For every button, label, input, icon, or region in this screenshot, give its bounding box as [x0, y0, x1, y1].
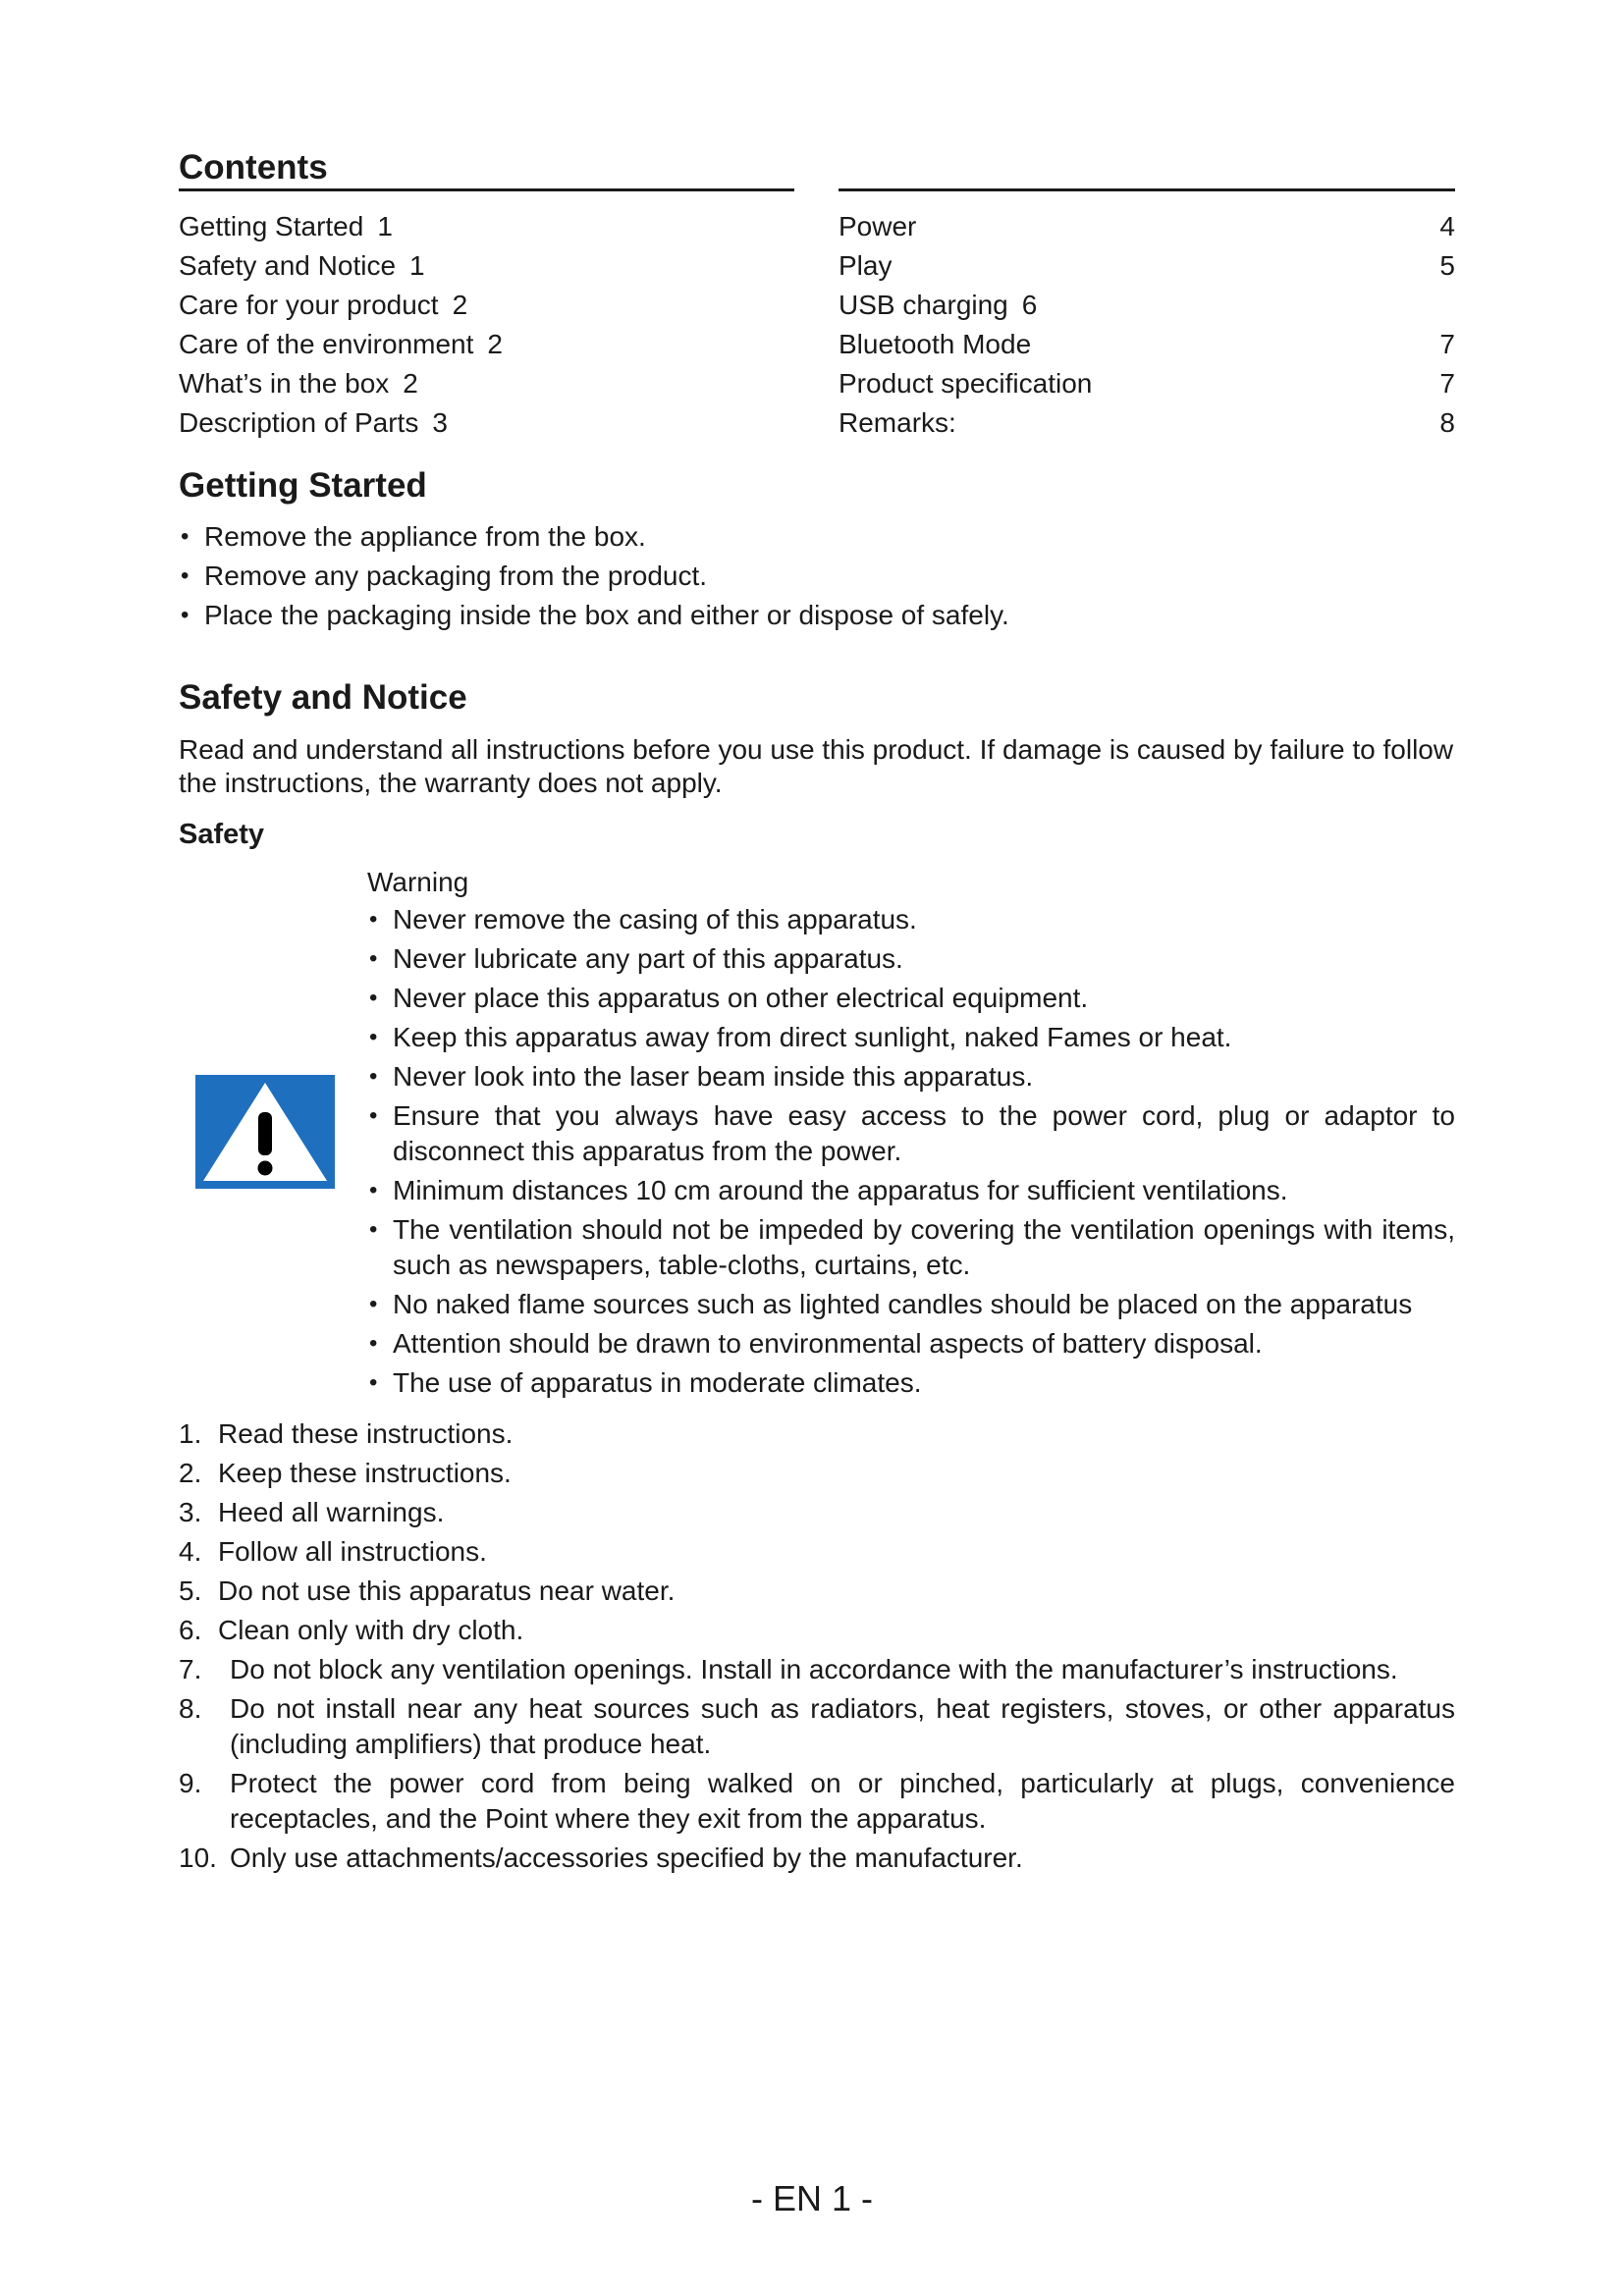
list-item: • Never lubricate any part of this apparatus. — [367, 941, 1455, 977]
list-item-number: 3. — [179, 1497, 202, 1527]
list-item: • Never place this apparatus on other electrical equipment. — [367, 981, 1455, 1016]
contents-title: Contents — [179, 148, 328, 187]
list-item-number: 2. — [179, 1458, 202, 1488]
toc-entry-label: Care of the environment — [179, 329, 474, 359]
toc-entry-page: 5 — [1439, 250, 1455, 281]
warning-triangle-graphic — [195, 1075, 335, 1189]
toc-entry-label: Description of Parts — [179, 407, 419, 438]
list-item-text: Do not install near any heat sources such as radiators, heat registers, stoves, or other apparatus (including amplifiers) that produce heat. — [230, 1693, 1455, 1759]
warning-triangle-icon — [195, 1075, 335, 1189]
list-item — [179, 1456, 1455, 1491]
safety-notice-heading: Safety and Notice — [179, 678, 467, 717]
toc-entry-page: 7 — [1439, 368, 1455, 399]
list-item — [179, 1534, 1455, 1570]
contents-header — [179, 147, 1455, 194]
list-item: • Keep this apparatus away from direct sunlight, naked Fames or heat. — [367, 1020, 1455, 1055]
list-item-text: Read these instructions. — [218, 1418, 514, 1449]
list-item — [179, 1691, 1455, 1762]
toc-entry-page: 2 — [403, 368, 418, 399]
list-item — [179, 1652, 1455, 1687]
list-item — [179, 1613, 1455, 1648]
contents-column-right — [839, 207, 1455, 443]
list-item-number: 5. — [179, 1575, 202, 1606]
toc-entry — [179, 286, 794, 325]
toc-entry-label: What’s in the box — [179, 368, 390, 399]
list-item: • Place the packaging inside the box and either or dispose of safely. — [179, 596, 1455, 635]
toc-entry-page: 3 — [432, 407, 448, 438]
toc-entry — [179, 207, 794, 246]
toc-entry-label: Play — [839, 250, 893, 281]
list-item — [179, 1766, 1455, 1837]
toc-entry — [839, 207, 1455, 246]
list-item — [179, 1574, 1455, 1609]
list-item: • Never remove the casing of this apparatus. — [367, 902, 1455, 937]
toc-entry-page: 1 — [409, 250, 425, 281]
safety-subheading: Safety — [179, 819, 265, 850]
list-item-text: Follow all instructions. — [218, 1536, 487, 1567]
contents-table — [179, 207, 1455, 454]
warning-list — [367, 902, 1455, 1401]
list-item-text: Only use attachments/accessories specified by the manufacturer. — [230, 1842, 1023, 1873]
list-item-number: 9. — [179, 1768, 202, 1798]
contents-rule-right — [839, 188, 1455, 191]
toc-entry-page: 7 — [1439, 329, 1455, 359]
toc-entry-label: Power — [839, 211, 917, 241]
list-item-text: Heed all warnings. — [218, 1497, 445, 1527]
toc-entry-page: 4 — [1439, 211, 1455, 241]
toc-entry — [179, 325, 794, 364]
toc-entry — [839, 246, 1455, 286]
getting-started-heading: Getting Started — [179, 466, 427, 505]
getting-started-list — [179, 517, 1455, 635]
warning-block — [179, 863, 1455, 1401]
contents-rule-left — [179, 188, 794, 191]
safety-intro-paragraph: Read and understand all instructions before you use this product. If damage is caused by failure to follow the instructions, the warranty does not apply. — [179, 734, 1454, 798]
list-item-number: 8. — [179, 1693, 202, 1724]
toc-entry-label: Safety and Notice — [179, 250, 397, 281]
warning-label: Warning — [367, 867, 469, 897]
toc-entry-label: Product specification — [839, 368, 1093, 399]
toc-entry — [179, 403, 794, 443]
list-item-number: 6. — [179, 1615, 202, 1645]
list-item: • Remove any packaging from the product. — [179, 557, 1455, 596]
toc-entry-label: USB charging — [839, 290, 1008, 320]
list-item-number: 1. — [179, 1418, 202, 1449]
toc-entry-page: 1 — [377, 211, 393, 241]
list-item-text: Do not block any ventilation openings. Install in accordance with the manufacturer’s instructions. — [230, 1654, 1398, 1684]
list-item: • Never look into the laser beam inside this apparatus. — [367, 1059, 1455, 1095]
document-page — [179, 147, 1455, 1880]
toc-entry-page: 2 — [487, 329, 503, 359]
list-item-number: 10. — [179, 1842, 217, 1873]
toc-entry — [839, 325, 1455, 364]
list-item-number: 4. — [179, 1536, 202, 1567]
list-item: • The use of apparatus in moderate climates. — [367, 1365, 1455, 1401]
toc-entry-page: 8 — [1439, 407, 1455, 438]
list-item: • The ventilation should not be impeded by covering the ventilation openings with items, such as newspapers, table-cloths, curtains, etc. — [367, 1212, 1455, 1283]
list-item — [179, 1841, 1455, 1876]
list-item-number: 7. — [179, 1654, 202, 1684]
toc-entry-label: Care for your product — [179, 290, 439, 320]
list-item — [179, 1495, 1455, 1530]
toc-entry-page: 6 — [1021, 290, 1038, 320]
toc-entry — [839, 286, 1455, 325]
toc-entry — [839, 403, 1455, 443]
list-item: • Remove the appliance from the box. — [179, 517, 1455, 557]
toc-entry-page: 2 — [452, 290, 468, 320]
list-item-text: Protect the power cord from being walked on or pinched, particularly at plugs, convenience receptacles, and the Point where they exit from the apparatus. — [230, 1768, 1455, 1834]
getting-started-section — [179, 464, 1455, 635]
list-item-text: Keep these instructions. — [218, 1458, 512, 1488]
list-item: • Ensure that you always have easy access to the power cord, plug or adaptor to disconnect this apparatus from the power. — [367, 1098, 1455, 1169]
contents-column-left — [179, 207, 794, 443]
list-item-text: Clean only with dry cloth. — [218, 1615, 524, 1645]
toc-entry-label: Bluetooth Mode — [839, 329, 1032, 359]
toc-entry-label: Getting Started — [179, 211, 364, 241]
instructions-list — [179, 1416, 1455, 1876]
toc-entry — [179, 246, 794, 286]
toc-entry — [179, 364, 794, 403]
safety-notice-section — [179, 676, 1455, 1876]
list-item: • Attention should be drawn to environmental aspects of battery disposal. — [367, 1326, 1455, 1362]
toc-entry — [839, 364, 1455, 403]
list-item — [179, 1416, 1455, 1452]
toc-entry-label: Remarks: — [839, 407, 956, 438]
page-number-footer: - EN 1 - — [750, 2178, 873, 2218]
list-item: • Minimum distances 10 cm around the apparatus for sufficient ventilations. — [367, 1173, 1455, 1208]
list-item-text: Do not use this apparatus near water. — [218, 1575, 676, 1606]
list-item: • No naked flame sources such as lighted candles should be placed on the apparatus — [367, 1287, 1455, 1322]
